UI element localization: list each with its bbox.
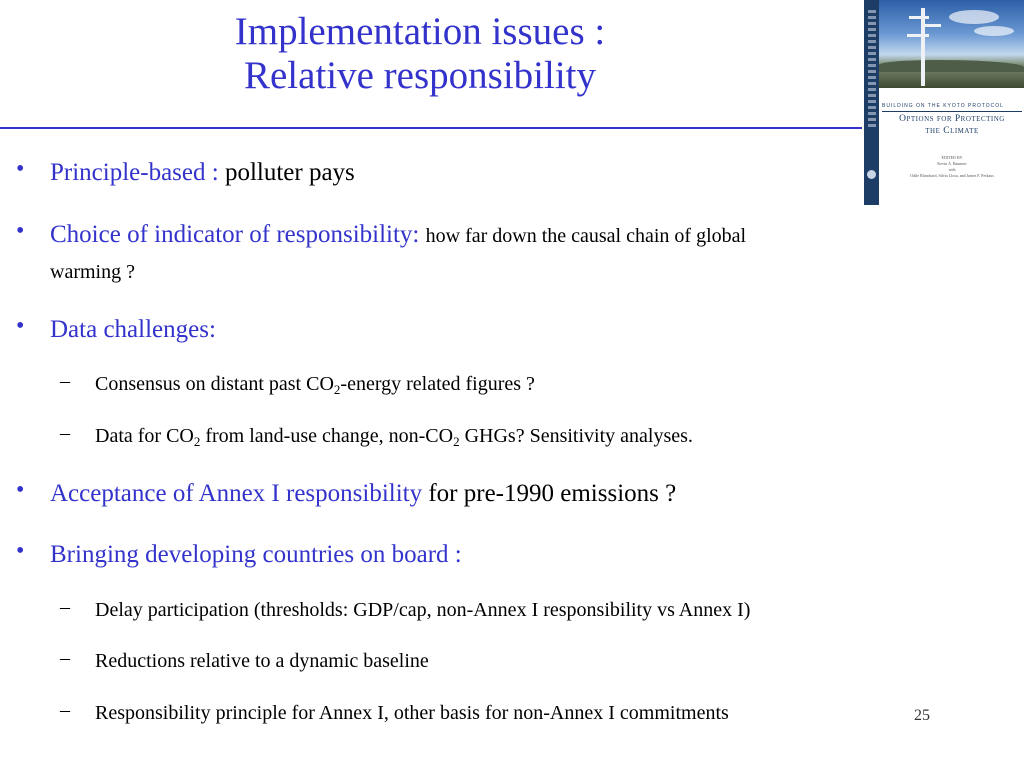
cover-editors: EDITED BY Kevin A. Baumert with Odile Blanchard, Silvia Llosa, and James F. Perkaus [910,155,994,178]
title-divider [0,127,862,129]
title-line-1: Implementation issues : [234,10,606,53]
bullet-icon: • [16,218,25,244]
dash-icon: – [60,596,70,618]
page-number: 25 [914,707,930,724]
signpost-icon [921,8,925,86]
dash-icon: – [60,370,70,392]
cover-photo [879,0,1024,88]
bullet-icon: • [16,477,25,503]
bullet-icon: • [16,538,25,564]
dash-icon: – [60,699,70,721]
bullet-icon: • [16,313,25,339]
title-line-2: Relative responsibility [243,54,597,97]
dash-icon: – [60,422,70,444]
bullet-icon: • [16,156,25,182]
cover-title: Options for Protecting the Climate [899,114,1005,136]
dash-icon: – [60,647,70,669]
cover-series: BUILDING ON THE KYOTO PROTOCOL [882,103,1022,112]
slide-title [0,10,840,98]
